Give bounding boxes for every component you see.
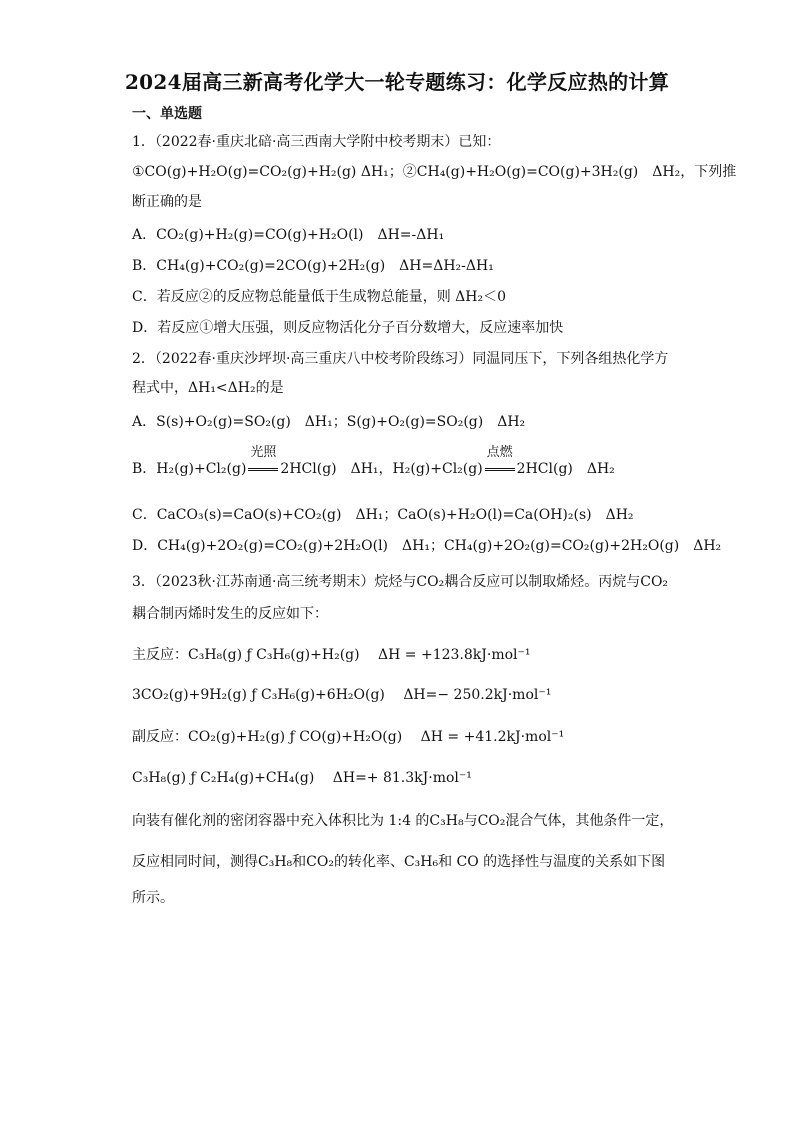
q2-stem-line-2: 程式中，ΔH₁<ΔH₂的是 [132, 380, 284, 396]
q3-reaction-4: C₃H₈(g) ƒ C₂H₄(g)+CH₄(g) ΔH=+ 81.3kJ·mol⁻¹ [132, 770, 472, 786]
q2-option-a: A．S(s)+O₂(g)=SO₂(g) ΔH₁；S(g)+O₂(g)=SO₂(g) ΔH₂ [132, 414, 526, 430]
q3-reaction-2: 3CO₂(g)+9H₂(g) ƒ C₃H₆(g)+6H₂O(g) ΔH=− 250.2kJ·mol⁻¹ [132, 687, 552, 703]
q3-text-line-3: 所示。 [132, 890, 174, 906]
q2-stem-line-1: 2．（2022春·重庆沙坪坝·高三重庆八中校考阶段练习）同温同压下，下列各组热化学方 [132, 351, 669, 367]
q2-option-b [132, 445, 615, 479]
q3-text-line-2: 反应相同时间，测得C₃H₈和CO₂的转化率、C₃H₆和 CO 的选择性与温度的关系如下图 [132, 854, 666, 870]
q2-option-b-part-2: 2HCl(g) ΔH₁，H₂(g)+Cl₂(g) [280, 461, 483, 477]
q1-option-d: D．若反应①增大压强，则反应物活化分子百分数增大，反应速率加快 [132, 320, 564, 336]
q3-reaction-1: 主反应：C₃H₈(g) ƒ C₃H₆(g)+H₂(g) ΔH = +123.8kJ·mol⁻¹ [132, 647, 531, 663]
q3-stem-line-1: 3．（2023秋·江苏南通·高三统考期末）烷烃与CO₂耦合反应可以制取烯烃。丙烷与CO₂ [132, 574, 669, 590]
q3-reaction-3: 副反应：CO₂(g)+H₂(g) ƒ CO(g)+H₂O(g) ΔH = +41.2kJ·mol⁻¹ [132, 729, 565, 745]
q2-option-c: C．CaCO₃(s)=CaO(s)+CO₂(g) ΔH₁；CaO(s)+H₂O(l)=Ca(OH)₂(s) ΔH₂ [132, 507, 634, 523]
q1-option-b: B．CH₄(g)+CO₂(g)=2CO(g)+2H₂(g) ΔH=ΔH₂-ΔH₁ [132, 258, 494, 274]
condition-arrow-2 [485, 445, 515, 479]
q1-option-c: C．若反应②的反应物总能量低于生成物总能量，则 ΔH₂＜0 [132, 289, 506, 305]
q3-text-line-1: 向装有催化剂的密闭容器中充入体积比为 1:4 的C₃H₈与CO₂混合气体，其他条件一定， [132, 813, 674, 829]
condition-label-2: 点燃 [486, 445, 513, 460]
q1-stem-line-3: 断正确的是 [132, 194, 202, 210]
q1-option-a: A．CO₂(g)+H₂(g)=CO(g)+H₂O(l) ΔH=-ΔH₁ [132, 227, 445, 243]
q2-option-b-part-1: B．H₂(g)+Cl₂(g) [132, 461, 247, 477]
page-title: 2024届高三新高考化学大一轮专题练习：化学反应热的计算 [124, 70, 670, 94]
q2-option-b-part-3: 2HCl(g) ΔH₂ [516, 461, 615, 477]
q2-option-d: D．CH₄(g)+2O₂(g)=CO₂(g)+2H₂O(l) ΔH₁；CH₄(g)+2O₂(g)=CO₂(g)+2H₂O(g) ΔH₂ [132, 538, 722, 554]
section-heading: 一、单选题 [132, 106, 202, 122]
q1-stem-line-1: 1．（2022春·重庆北碚·高三西南大学附中校考期末）已知： [132, 134, 501, 150]
condition-arrow-1 [248, 445, 278, 479]
q1-stem-line-2: ①CO(g)+H₂O(g)=CO₂(g)+H₂(g) ΔH₁；②CH₄(g)+H₂O(g)=CO(g)+3H₂(g) ΔH₂，下列推 [132, 164, 737, 180]
condition-label-1: 光照 [250, 445, 277, 460]
q3-stem-line-2: 耦合制丙烯时发生的反应如下： [132, 606, 328, 622]
